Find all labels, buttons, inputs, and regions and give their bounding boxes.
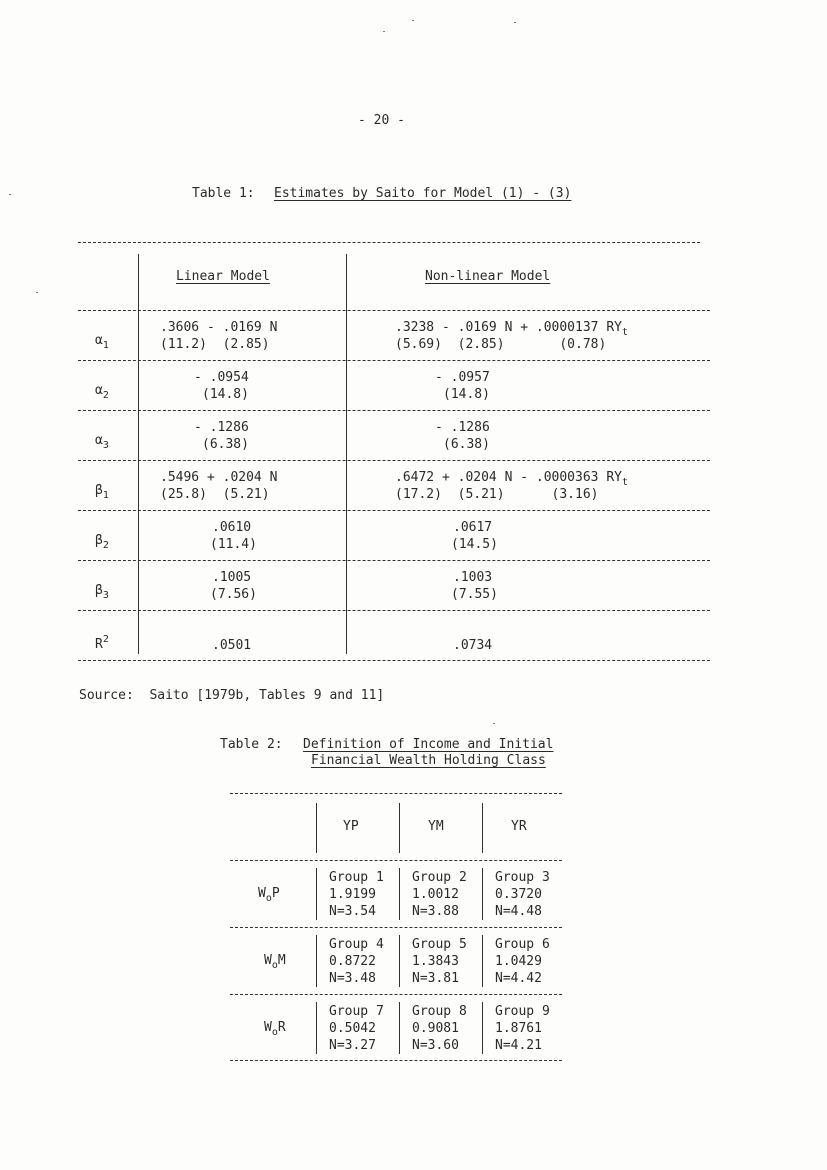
linear-estimate: - .1286	[194, 420, 249, 435]
table1-row-rule	[78, 360, 710, 361]
table1-header-linear: Linear Model	[176, 269, 270, 284]
row-label-alpha3: $\alpha_3$	[95, 433, 109, 451]
table1-caption-label: Table 1:	[192, 186, 255, 201]
nonlinear-estimate: - .1286	[435, 420, 490, 435]
table1-col-divider	[346, 254, 347, 654]
table2-header-yp: YP	[343, 819, 359, 834]
scan-speck	[36, 292, 38, 293]
row-label-beta1: $\beta_1$	[95, 483, 109, 501]
table1-row-rule	[78, 610, 710, 611]
table1-top-rule	[78, 242, 700, 243]
table2-cell: Group 2 1.0012 N=3.88	[412, 870, 467, 919]
table1-row-rule	[78, 460, 710, 461]
table2-col-divider	[316, 935, 317, 987]
table2-col-divider	[399, 868, 400, 920]
nonlinear-t-stat: (14.5)	[451, 537, 498, 552]
linear-estimate: .0610	[212, 520, 252, 535]
table2-row-rule	[230, 994, 562, 995]
nonlinear-estimate: .3238 - .0169 N + .0000137 $RY_t$	[395, 320, 629, 338]
table2-caption-label: Table 2:	[220, 737, 283, 752]
linear-estimate: .5496 + .0204 N	[160, 470, 278, 485]
table2-col-divider	[399, 1002, 400, 1054]
linear-estimate: .3606 - .0169 N	[160, 320, 278, 335]
table2-caption-line1: Definition of Income and Initial	[303, 737, 554, 752]
table2-cell: Group 8 0.9081 N=3.60	[412, 1004, 467, 1053]
table1-row-rule	[78, 410, 710, 411]
linear-t-stat: (7.56)	[210, 587, 257, 602]
table2-row-label-wor: $W_oR$	[264, 1020, 286, 1038]
table1-header-rule	[78, 310, 710, 311]
nonlinear-t-stat: (6.38)	[443, 437, 490, 452]
scan-speck	[383, 31, 385, 32]
table2-header-yr: YR	[511, 819, 527, 834]
table1-row-rule	[78, 560, 710, 561]
nonlinear-estimate: .1003	[453, 570, 493, 585]
linear-t-stat: (25.8) (5.21)	[160, 487, 270, 502]
row-label-alpha1: $\alpha_1$	[95, 333, 109, 351]
row-label-r-squared: $R^2$	[95, 634, 109, 652]
table2-col-divider	[316, 1002, 317, 1054]
table2-cell: Group 4 0.8722 N=3.48	[329, 937, 384, 986]
table2-row-label-wop: $W_oP$	[258, 886, 280, 904]
scan-speck	[514, 22, 516, 23]
table2-bottom-rule	[230, 1060, 562, 1061]
nonlinear-estimate: .0617	[453, 520, 493, 535]
table1-row-rule	[78, 510, 710, 511]
table1-caption-title: Estimates by Saito for Model (1) - (3)	[274, 186, 572, 201]
nonlinear-estimate: .6472 + .0204 N - .0000363 $RY_t$	[395, 470, 629, 488]
row-label-beta3: $\beta_3$	[95, 583, 109, 601]
page-number: - 20 -	[358, 113, 405, 128]
table2-cell: Group 9 1.8761 N=4.21	[495, 1004, 550, 1053]
linear-t-stat: (11.2) (2.85)	[160, 337, 270, 352]
table1-bottom-rule	[78, 660, 710, 661]
nonlinear-estimate: - .0957	[435, 370, 490, 385]
r-squared-linear: .0501	[212, 638, 252, 653]
linear-estimate: .1005	[212, 570, 252, 585]
nonlinear-t-stat: (14.8)	[443, 387, 490, 402]
table2-cell: Group 1 1.9199 N=3.54	[329, 870, 384, 919]
table2-col-divider	[316, 868, 317, 920]
table2-caption-line2: Financial Wealth Holding Class	[311, 753, 546, 768]
nonlinear-t-stat: (5.69) (2.85) (0.78)	[395, 337, 607, 352]
table2-row-label-wom: $W_oM$	[264, 953, 286, 971]
r-squared-nonlinear: .0734	[453, 638, 493, 653]
table2-col-divider	[316, 803, 317, 853]
row-label-alpha2: $\alpha_2$	[95, 383, 109, 401]
table2-header-rule	[230, 860, 562, 861]
scan-speck	[493, 723, 495, 724]
table2-cell: Group 7 0.5042 N=3.27	[329, 1004, 384, 1053]
nonlinear-t-stat: (7.55)	[451, 587, 498, 602]
row-label-beta2: $\beta_2$	[95, 533, 109, 551]
linear-t-stat: (6.38)	[202, 437, 249, 452]
linear-estimate: - .0954	[194, 370, 249, 385]
table1-col-divider	[138, 254, 139, 654]
table2-header-ym: YM	[428, 819, 444, 834]
table2-row-rule	[230, 927, 562, 928]
linear-t-stat: (11.4)	[210, 537, 257, 552]
table1-header-nonlinear: Non-linear Model	[425, 269, 551, 284]
source-note: Source: Saito [1979b, Tables 9 and 11]	[79, 688, 385, 703]
table2-col-divider	[399, 803, 400, 853]
table2-cell: Group 5 1.3843 N=3.81	[412, 937, 467, 986]
table2-col-divider	[482, 868, 483, 920]
table2-cell: Group 6 1.0429 N=4.42	[495, 937, 550, 986]
table2-col-divider	[399, 935, 400, 987]
table2-cell: Group 3 0.3720 N=4.48	[495, 870, 550, 919]
table2-col-divider	[482, 1002, 483, 1054]
nonlinear-t-stat: (17.2) (5.21) (3.16)	[395, 487, 599, 502]
scan-speck	[412, 20, 414, 21]
scan-speck	[9, 194, 11, 195]
linear-t-stat: (14.8)	[202, 387, 249, 402]
table2-col-divider	[482, 935, 483, 987]
table2-col-divider	[482, 803, 483, 853]
table2-top-rule	[230, 793, 562, 794]
